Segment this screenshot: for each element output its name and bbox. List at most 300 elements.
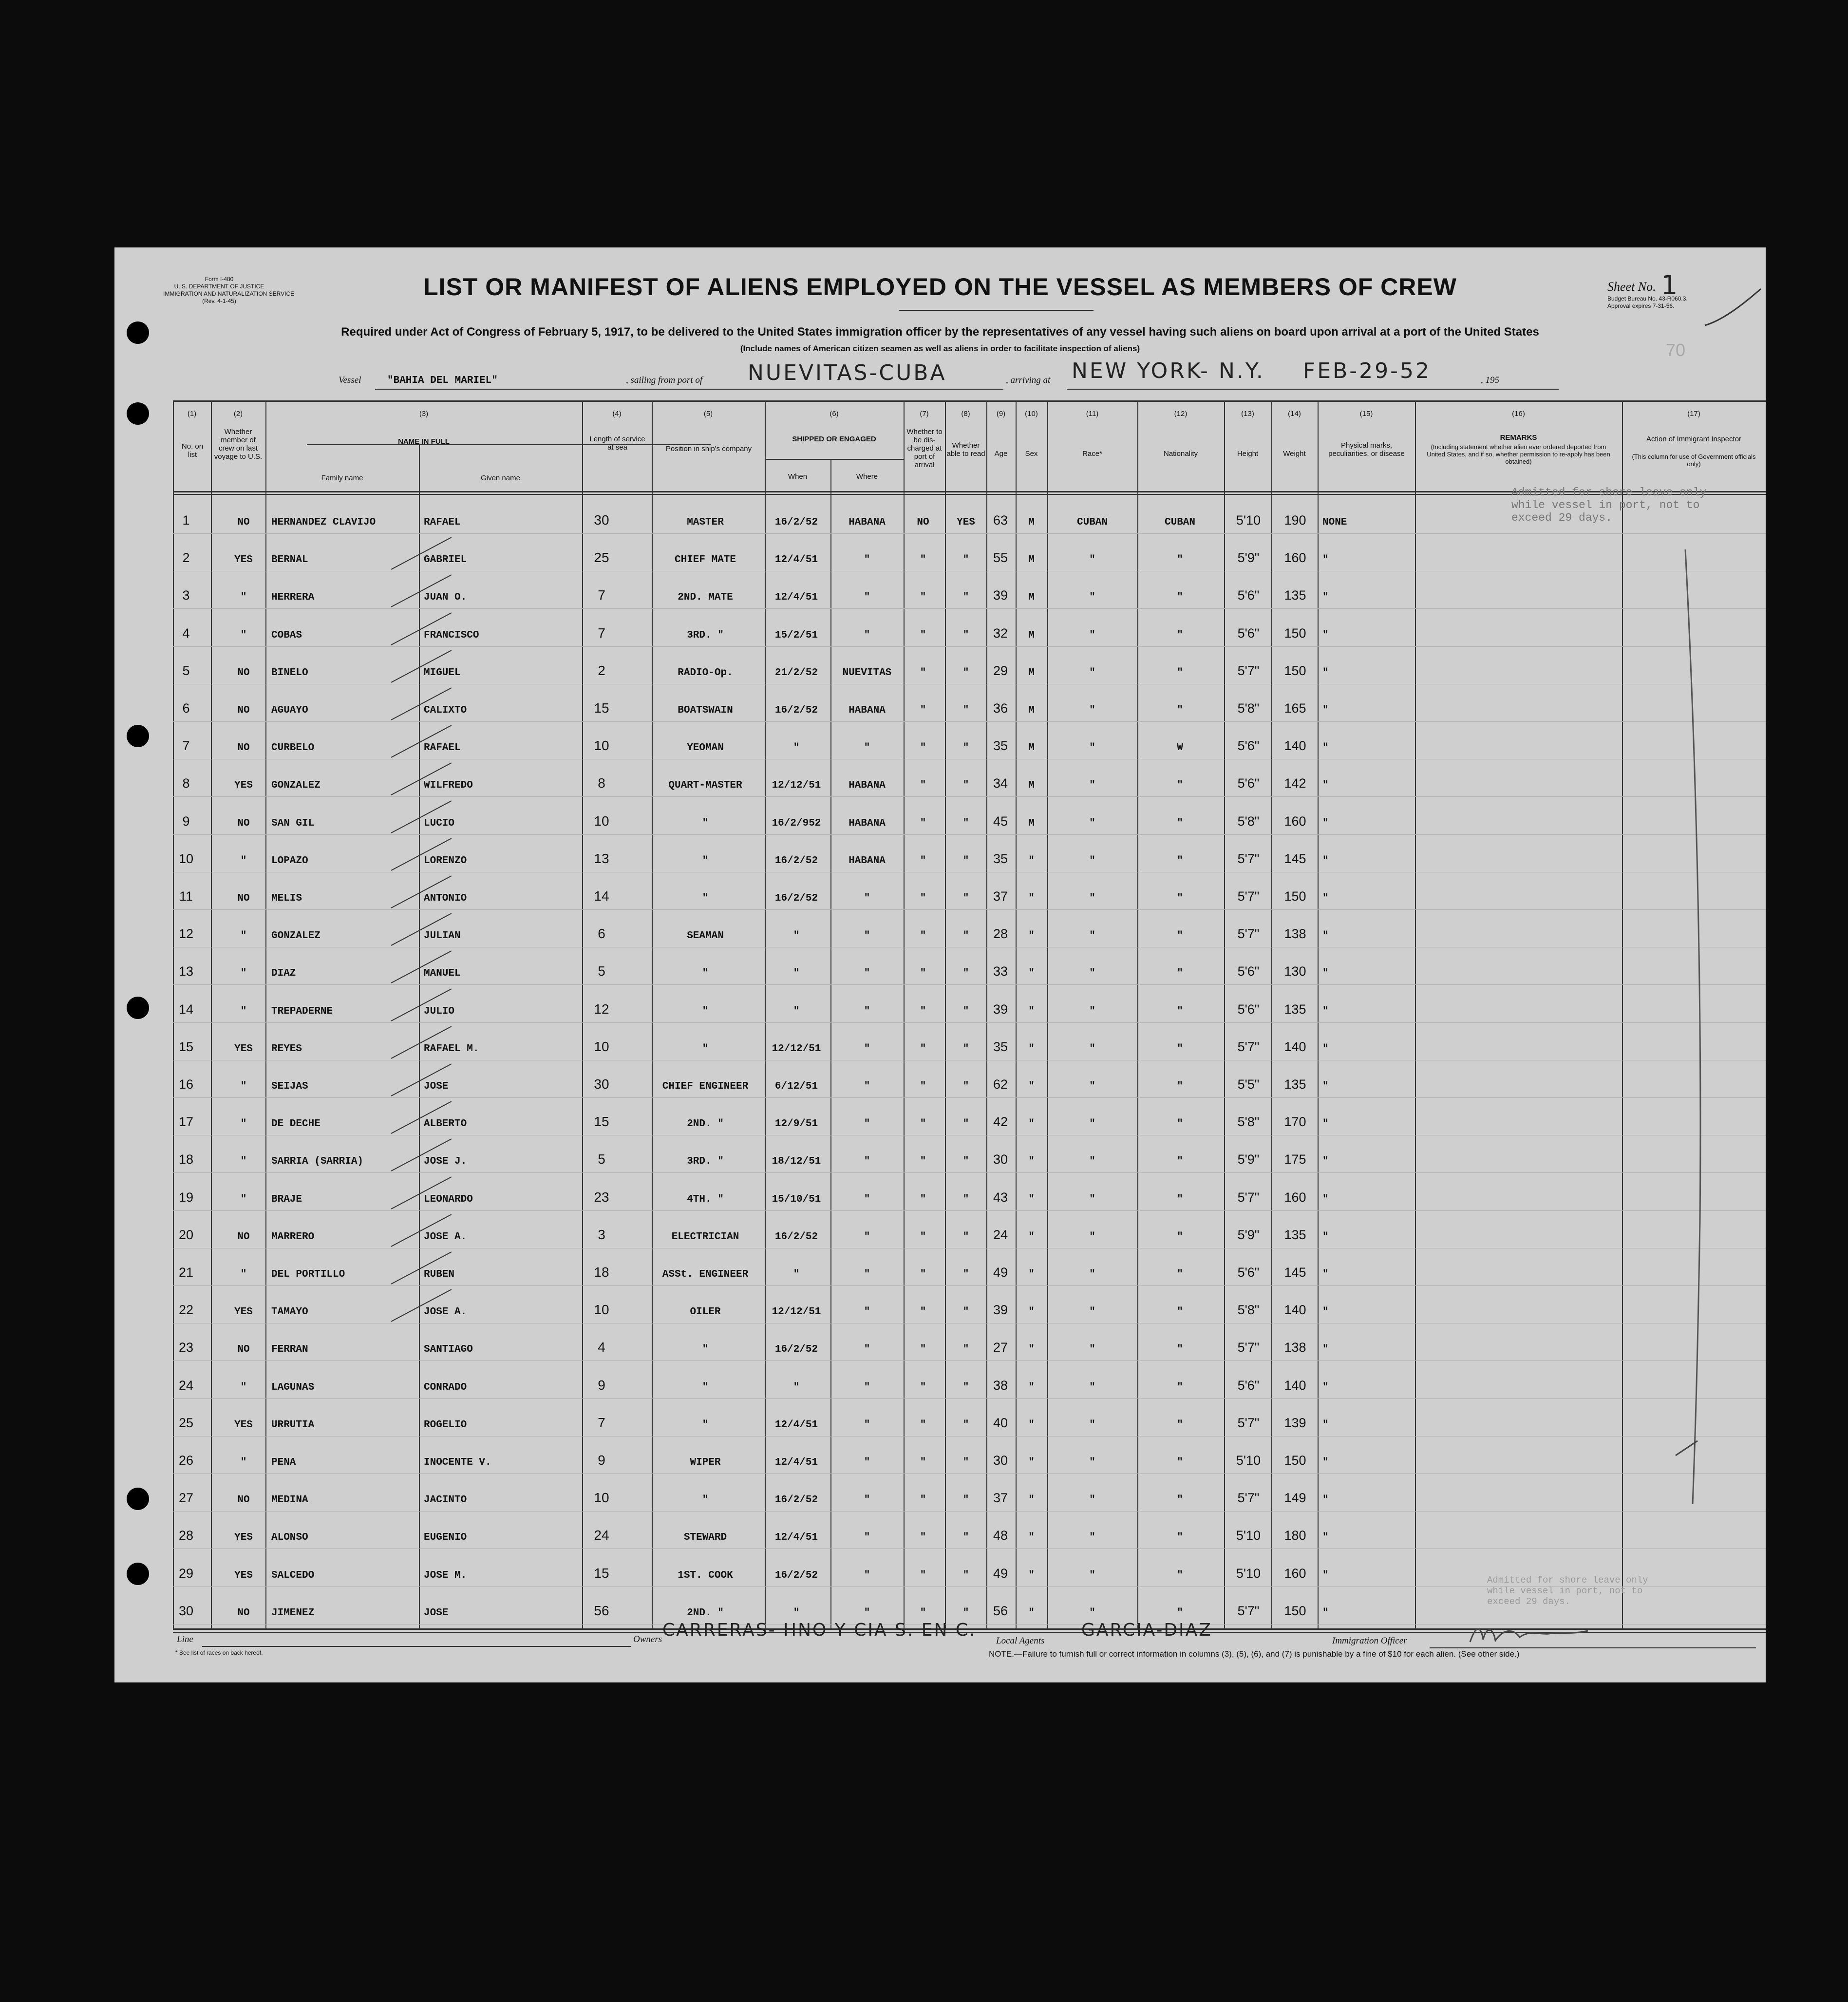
cell-row-number: 25 bbox=[178, 1415, 194, 1430]
cell-weight: 160 bbox=[1284, 550, 1306, 566]
cell-physical-marks: " bbox=[1322, 817, 1329, 829]
page-stamp: 70 bbox=[1666, 340, 1686, 360]
cell-able-to-read: " bbox=[962, 1344, 969, 1356]
cell-weight: 135 bbox=[1284, 1227, 1306, 1242]
cell-weight: 138 bbox=[1284, 1340, 1306, 1355]
cell-given-name: JULIO bbox=[424, 1005, 455, 1017]
cell-age: 33 bbox=[993, 964, 1008, 979]
cell-service-length: 10 bbox=[594, 1490, 609, 1506]
table-top-rule bbox=[173, 400, 1766, 402]
cell-sex: " bbox=[1028, 1156, 1035, 1168]
cell-discharge: " bbox=[920, 1043, 926, 1055]
cell-discharge: " bbox=[920, 705, 926, 716]
cell-physical-marks: " bbox=[1322, 1043, 1329, 1055]
cell-sex: M bbox=[1028, 592, 1035, 604]
cell-age: 42 bbox=[993, 1114, 1008, 1130]
cell-previous-voyage: " bbox=[240, 1381, 247, 1393]
cell-race: " bbox=[1089, 1081, 1095, 1092]
cell-shipped-where: HABANA bbox=[849, 517, 886, 528]
owners-value: CARRERAS- HNO Y CIA S. EN C. bbox=[662, 1620, 977, 1640]
cell-position: STEWARD bbox=[683, 1532, 727, 1544]
cell-discharge: " bbox=[920, 1193, 926, 1205]
races-footnote: * See list of races on back hereof. bbox=[175, 1649, 263, 1656]
cell-discharge: " bbox=[920, 1494, 926, 1506]
cell-race: " bbox=[1089, 1419, 1095, 1431]
cell-family-name: DE DECHE bbox=[271, 1118, 321, 1130]
cell-service-length: 13 bbox=[594, 850, 609, 866]
cell-age: 45 bbox=[993, 813, 1008, 829]
table-row bbox=[114, 1060, 1766, 1098]
cell-discharge: " bbox=[920, 1419, 926, 1431]
cell-able-to-read: " bbox=[962, 705, 969, 716]
cell-service-length: 10 bbox=[594, 813, 609, 829]
sheet-number-label: Sheet No. bbox=[1607, 280, 1656, 294]
cell-physical-marks: " bbox=[1322, 855, 1329, 867]
header-given-name: Given name bbox=[481, 474, 520, 482]
vessel-label: Vessel bbox=[339, 375, 361, 385]
cell-weight: 190 bbox=[1284, 513, 1306, 528]
cell-shipped-where: NUEVITAS bbox=[842, 667, 892, 679]
col-number: (15) bbox=[1359, 410, 1373, 418]
cell-shipped-where: " bbox=[864, 1381, 870, 1393]
cell-shipped-where: " bbox=[864, 893, 870, 904]
page-title: LIST OR MANIFEST OF ALIENS EMPLOYED ON THE VESSEL AS MEMBERS OF CREW bbox=[423, 273, 1457, 301]
cell-previous-voyage: NO bbox=[237, 742, 250, 754]
table-row bbox=[114, 909, 1766, 947]
cell-able-to-read: " bbox=[962, 592, 969, 604]
cell-sex: M bbox=[1028, 554, 1035, 566]
table-row bbox=[114, 797, 1766, 835]
act-statement: Required under Act of Congress of February 5, 1917, to be delivered to the United States immigration officer by the representatives of any vessel having such aliens on board upon arrival at a port of the United States bbox=[341, 325, 1539, 339]
cell-sex: " bbox=[1028, 1457, 1035, 1468]
cell-height: 5'10 bbox=[1236, 1453, 1261, 1468]
cell-nationality: " bbox=[1177, 1306, 1183, 1318]
cell-service-length: 5 bbox=[598, 963, 605, 979]
manifest-sheet bbox=[114, 247, 1766, 1682]
cell-able-to-read: " bbox=[962, 1419, 969, 1431]
cell-shipped-where: " bbox=[864, 1269, 870, 1280]
cell-height: 5'8" bbox=[1237, 1303, 1260, 1318]
from-port-label: , sailing from port of bbox=[626, 375, 703, 385]
header-action-sub: (This column for use of Government officials only) bbox=[1632, 453, 1756, 468]
cell-service-length: 30 bbox=[594, 1077, 609, 1092]
cell-given-name: GABRIEL bbox=[424, 554, 467, 566]
cell-row-number: 10 bbox=[178, 851, 194, 866]
cell-sex: " bbox=[1028, 1081, 1035, 1092]
cell-discharge: " bbox=[920, 629, 926, 641]
cell-race: " bbox=[1089, 780, 1095, 792]
cell-shipped-when: 16/2/52 bbox=[774, 1344, 818, 1356]
cell-position: BOATSWAIN bbox=[678, 705, 733, 716]
table-row bbox=[114, 646, 1766, 684]
cell-race: " bbox=[1089, 1457, 1095, 1468]
cell-position: ASSt. ENGINEER bbox=[662, 1269, 749, 1280]
cell-nationality: " bbox=[1177, 855, 1183, 867]
cell-race: " bbox=[1089, 667, 1095, 679]
cell-physical-marks: " bbox=[1322, 1156, 1329, 1168]
cell-discharge: " bbox=[920, 780, 926, 792]
cell-weight: 139 bbox=[1284, 1415, 1306, 1430]
cell-row-number: 8 bbox=[182, 776, 190, 791]
cell-row-number: 22 bbox=[178, 1303, 194, 1318]
cell-shipped-where: " bbox=[864, 629, 870, 641]
cell-family-name: TAMAYO bbox=[271, 1306, 308, 1318]
cell-service-length: 18 bbox=[594, 1265, 609, 1280]
cell-position: " bbox=[702, 1344, 709, 1356]
cell-sex: M bbox=[1028, 667, 1035, 679]
cell-family-name: MARRERO bbox=[271, 1231, 315, 1243]
cell-age: 43 bbox=[993, 1190, 1008, 1205]
cell-shipped-when: 18/12/51 bbox=[772, 1156, 821, 1168]
cell-able-to-read: YES bbox=[957, 517, 975, 528]
cell-sex: " bbox=[1028, 930, 1035, 942]
vessel-underline bbox=[375, 389, 738, 390]
cell-nationality: " bbox=[1177, 629, 1183, 641]
cell-able-to-read: " bbox=[962, 1569, 969, 1581]
cell-given-name: JOSE bbox=[424, 1081, 449, 1092]
cell-discharge: " bbox=[920, 1231, 926, 1243]
cell-discharge: " bbox=[920, 1344, 926, 1356]
cell-family-name: TREPADERNE bbox=[271, 1005, 333, 1017]
cell-row-number: 9 bbox=[182, 813, 190, 829]
cell-height: 5'7" bbox=[1237, 1340, 1260, 1355]
cell-row-number: 30 bbox=[178, 1603, 194, 1618]
cell-height: 5'8" bbox=[1237, 1114, 1260, 1130]
cell-position: " bbox=[702, 1419, 709, 1431]
cell-weight: 160 bbox=[1284, 1566, 1306, 1581]
cell-sex: " bbox=[1028, 1532, 1035, 1544]
cell-service-length: 8 bbox=[598, 775, 605, 791]
header-nationality: Nationality bbox=[1163, 450, 1198, 458]
cell-height: 5'10 bbox=[1236, 1566, 1261, 1581]
cell-nationality: " bbox=[1177, 592, 1183, 604]
cell-service-length: 15 bbox=[594, 700, 609, 716]
cell-service-length: 6 bbox=[598, 926, 605, 942]
cell-family-name: LAGUNAS bbox=[271, 1381, 315, 1393]
cell-shipped-when: " bbox=[793, 930, 800, 942]
cell-race: " bbox=[1089, 1118, 1095, 1130]
cell-height: 5'5" bbox=[1237, 1077, 1260, 1092]
cell-row-number: 13 bbox=[178, 964, 194, 979]
cell-position: " bbox=[702, 1381, 709, 1393]
cell-height: 5'6" bbox=[1237, 1265, 1260, 1280]
cell-sex: M bbox=[1028, 817, 1035, 829]
table-row bbox=[114, 985, 1766, 1023]
cell-shipped-when: 12/4/51 bbox=[774, 554, 818, 566]
cell-family-name: SALCEDO bbox=[271, 1569, 315, 1581]
cell-able-to-read: " bbox=[962, 1306, 969, 1318]
cell-shipped-where: " bbox=[864, 1419, 870, 1431]
cell-given-name: JOSE J. bbox=[424, 1156, 467, 1168]
col-number: (13) bbox=[1241, 410, 1254, 418]
cell-family-name: AGUAYO bbox=[271, 705, 308, 716]
cell-previous-voyage: YES bbox=[234, 554, 253, 566]
cell-previous-voyage: " bbox=[240, 629, 247, 641]
cell-physical-marks: " bbox=[1322, 629, 1329, 641]
cell-race: " bbox=[1089, 1569, 1095, 1581]
cell-age: 36 bbox=[993, 701, 1008, 716]
cell-age: 37 bbox=[993, 1491, 1008, 1506]
table-row bbox=[114, 1323, 1766, 1361]
cell-previous-voyage: NO bbox=[237, 1607, 250, 1619]
cell-shipped-when: 12/4/51 bbox=[774, 592, 818, 604]
cell-previous-voyage: NO bbox=[237, 817, 250, 829]
cell-service-length: 3 bbox=[598, 1227, 605, 1242]
cell-physical-marks: " bbox=[1322, 1457, 1329, 1468]
cell-nationality: " bbox=[1177, 817, 1183, 829]
cell-discharge: " bbox=[920, 1081, 926, 1092]
cell-discharge: " bbox=[920, 1607, 926, 1619]
table-row bbox=[114, 1361, 1766, 1399]
cell-age: 48 bbox=[993, 1528, 1008, 1543]
cell-service-length: 24 bbox=[594, 1528, 609, 1543]
cell-row-number: 1 bbox=[182, 513, 190, 528]
header-race: Race* bbox=[1082, 450, 1102, 458]
cell-shipped-where: " bbox=[864, 1193, 870, 1205]
cell-previous-voyage: " bbox=[240, 855, 247, 867]
cell-position: YEOMAN bbox=[687, 742, 724, 754]
punch-hole bbox=[127, 402, 149, 425]
cell-sex: " bbox=[1028, 1306, 1035, 1318]
cell-race: " bbox=[1089, 742, 1095, 754]
cell-row-number: 5 bbox=[182, 663, 190, 678]
cell-position: OILER bbox=[690, 1306, 721, 1318]
cell-weight: 140 bbox=[1284, 1303, 1306, 1318]
cell-family-name: BINELO bbox=[271, 667, 308, 679]
cell-position: SEAMAN bbox=[687, 930, 724, 942]
cell-shipped-when: " bbox=[793, 1381, 800, 1393]
cell-given-name: INOCENTE V. bbox=[424, 1457, 491, 1468]
cell-able-to-read: " bbox=[962, 855, 969, 867]
cell-weight: 130 bbox=[1284, 964, 1306, 979]
header-shipped-engaged: SHIPPED OR ENGAGED bbox=[792, 435, 876, 443]
cell-able-to-read: " bbox=[962, 1381, 969, 1393]
cell-family-name: HERRERA bbox=[271, 592, 315, 604]
cell-previous-voyage: " bbox=[240, 592, 247, 604]
cell-physical-marks: " bbox=[1322, 1231, 1329, 1243]
cell-age: 39 bbox=[993, 1001, 1008, 1017]
cell-physical-marks: " bbox=[1322, 1005, 1329, 1017]
cell-race: " bbox=[1089, 1269, 1095, 1280]
cell-row-number: 28 bbox=[178, 1528, 194, 1543]
cell-given-name: CALIXTO bbox=[424, 705, 467, 716]
cell-height: 5'10 bbox=[1236, 1528, 1261, 1543]
cell-position: " bbox=[702, 893, 709, 904]
cell-position: 3RD. " bbox=[687, 629, 724, 641]
cell-race: " bbox=[1089, 705, 1095, 716]
cell-shipped-where: HABANA bbox=[849, 780, 886, 792]
cell-able-to-read: " bbox=[962, 554, 969, 566]
cell-shipped-where: " bbox=[864, 592, 870, 604]
form-id-block bbox=[163, 276, 295, 305]
cell-family-name: SEIJAS bbox=[271, 1081, 308, 1092]
header-remarks: REMARKS bbox=[1500, 434, 1537, 442]
cell-nationality: " bbox=[1177, 1156, 1183, 1168]
cell-discharge: " bbox=[920, 592, 926, 604]
cell-row-number: 2 bbox=[182, 550, 190, 566]
cell-family-name: CURBELO bbox=[271, 742, 315, 754]
cell-family-name: SAN GIL bbox=[271, 817, 315, 829]
cell-height: 5'8" bbox=[1237, 701, 1260, 716]
cell-sex: " bbox=[1028, 1231, 1035, 1243]
cell-discharge: " bbox=[920, 1118, 926, 1130]
col-number: (6) bbox=[830, 410, 839, 418]
cell-shipped-when: 15/10/51 bbox=[772, 1193, 821, 1205]
cell-service-length: 10 bbox=[594, 1302, 609, 1318]
cell-weight: 140 bbox=[1284, 1378, 1306, 1393]
cell-given-name: RAFAEL M. bbox=[424, 1043, 479, 1055]
cell-shipped-when: 12/12/51 bbox=[772, 1306, 821, 1318]
cell-able-to-read: " bbox=[962, 1118, 969, 1130]
cell-service-length: 7 bbox=[598, 587, 605, 603]
header-family-name: Family name bbox=[321, 474, 363, 482]
cell-discharge: " bbox=[920, 554, 926, 566]
col-number: (5) bbox=[703, 410, 713, 418]
cell-race: CUBAN bbox=[1076, 517, 1108, 528]
cell-age: 34 bbox=[993, 776, 1008, 791]
cell-height: 5'7" bbox=[1237, 889, 1260, 904]
cell-shipped-where: " bbox=[864, 968, 870, 980]
officer-signature bbox=[1466, 1620, 1593, 1649]
cell-race: " bbox=[1089, 930, 1095, 942]
cell-previous-voyage: NO bbox=[237, 1231, 250, 1243]
cell-given-name: JACINTO bbox=[424, 1494, 467, 1506]
cell-discharge: " bbox=[920, 1457, 926, 1468]
col-number: (11) bbox=[1086, 410, 1099, 418]
cell-physical-marks: " bbox=[1322, 1532, 1329, 1544]
cell-shipped-when: 6/12/51 bbox=[774, 1081, 818, 1092]
owners-label: Owners bbox=[633, 1634, 662, 1644]
cell-given-name: CONRADO bbox=[424, 1381, 467, 1393]
col-number: (8) bbox=[961, 410, 970, 418]
cell-given-name: WILFREDO bbox=[424, 780, 473, 792]
header-sex: Sex bbox=[1025, 450, 1038, 458]
cell-nationality: " bbox=[1177, 1193, 1183, 1205]
cell-able-to-read: " bbox=[962, 817, 969, 829]
cell-shipped-when: " bbox=[793, 1005, 800, 1017]
cell-weight: 160 bbox=[1284, 813, 1306, 829]
arrival-date: FEB-29-52 bbox=[1303, 359, 1432, 383]
cell-service-length: 12 bbox=[594, 1001, 609, 1017]
cell-height: 5'7" bbox=[1237, 1603, 1260, 1618]
cell-previous-voyage: YES bbox=[234, 780, 253, 792]
cell-shipped-when: 12/4/51 bbox=[774, 1457, 818, 1468]
cell-race: " bbox=[1089, 592, 1095, 604]
cell-service-length: 9 bbox=[598, 1453, 605, 1468]
cell-weight: 142 bbox=[1284, 776, 1306, 791]
cell-family-name: HERNANDEZ CLAVIJO bbox=[271, 517, 376, 528]
cell-service-length: 10 bbox=[594, 1039, 609, 1054]
cell-height: 5'6" bbox=[1237, 738, 1260, 754]
cell-row-number: 19 bbox=[178, 1190, 194, 1205]
cell-race: " bbox=[1089, 855, 1095, 867]
cell-able-to-read: " bbox=[962, 780, 969, 792]
cell-sex: M bbox=[1028, 517, 1035, 528]
cell-shipped-where: " bbox=[864, 1569, 870, 1581]
header-able-to-read: Whether able to read bbox=[946, 441, 985, 458]
cell-previous-voyage: NO bbox=[237, 893, 250, 904]
cell-service-length: 9 bbox=[598, 1377, 605, 1393]
cell-discharge: " bbox=[920, 1005, 926, 1017]
table-row bbox=[114, 1398, 1766, 1436]
col-number: (12) bbox=[1174, 410, 1188, 418]
cell-physical-marks: " bbox=[1322, 667, 1329, 679]
cell-row-number: 15 bbox=[178, 1039, 194, 1054]
from-port-underline bbox=[735, 389, 1003, 390]
cell-weight: 140 bbox=[1284, 1039, 1306, 1054]
arriving-label: , arriving at bbox=[1006, 375, 1051, 385]
cell-shipped-when: 16/2/52 bbox=[774, 705, 818, 716]
cell-discharge: " bbox=[920, 667, 926, 679]
cell-family-name: BERNAL bbox=[271, 554, 308, 566]
cell-height: 5'7" bbox=[1237, 1039, 1260, 1054]
cell-sex: M bbox=[1028, 629, 1035, 641]
cell-sex: " bbox=[1028, 855, 1035, 867]
cell-discharge: " bbox=[920, 817, 926, 829]
cell-age: 29 bbox=[993, 663, 1008, 678]
cell-given-name: ANTONIO bbox=[424, 893, 467, 904]
col-number: (16) bbox=[1512, 410, 1525, 418]
cell-sex: " bbox=[1028, 1005, 1035, 1017]
cell-nationality: " bbox=[1177, 1043, 1183, 1055]
cell-physical-marks: NONE bbox=[1322, 517, 1347, 528]
cell-nationality: " bbox=[1177, 705, 1183, 716]
cell-shipped-where: " bbox=[864, 742, 870, 754]
cell-family-name: ALONSO bbox=[271, 1532, 308, 1544]
cell-shipped-where: " bbox=[864, 1457, 870, 1468]
header-length-of-service: Length of service at sea bbox=[589, 435, 645, 452]
header-action-inspector: Action of Immigrant Inspector bbox=[1646, 435, 1742, 443]
table-row bbox=[114, 609, 1766, 647]
cell-weight: 150 bbox=[1284, 1603, 1306, 1618]
cell-position: " bbox=[702, 1494, 709, 1506]
cell-nationality: " bbox=[1177, 667, 1183, 679]
cell-row-number: 16 bbox=[178, 1077, 194, 1092]
cell-height: 5'7" bbox=[1237, 1415, 1260, 1430]
cell-given-name: SANTIAGO bbox=[424, 1344, 473, 1356]
cell-previous-voyage: " bbox=[240, 930, 247, 942]
cell-race: " bbox=[1089, 629, 1095, 641]
cell-age: 30 bbox=[993, 1152, 1008, 1167]
cell-nationality: " bbox=[1177, 968, 1183, 980]
table-row bbox=[114, 1135, 1766, 1173]
header-discharged: Whether to be dis-charged at port of arrival bbox=[906, 428, 943, 469]
year-label: , 195 bbox=[1481, 375, 1499, 385]
table-row bbox=[114, 533, 1766, 571]
cell-physical-marks: " bbox=[1322, 1118, 1329, 1130]
cell-physical-marks: " bbox=[1322, 1193, 1329, 1205]
cell-race: " bbox=[1089, 1193, 1095, 1205]
cell-sex: " bbox=[1028, 1569, 1035, 1581]
cell-discharge: " bbox=[920, 930, 926, 942]
cell-nationality: " bbox=[1177, 1532, 1183, 1544]
cell-age: 24 bbox=[993, 1227, 1008, 1242]
sheet-number-value: 1 bbox=[1661, 270, 1678, 301]
cell-row-number: 27 bbox=[178, 1491, 194, 1506]
col-number: (14) bbox=[1288, 410, 1301, 418]
service: IMMIGRATION AND NATURALIZATION SERVICE bbox=[163, 290, 295, 297]
cell-weight: 150 bbox=[1284, 889, 1306, 904]
cell-age: 49 bbox=[993, 1265, 1008, 1280]
cell-position: CHIEF ENGINEER bbox=[662, 1081, 749, 1092]
cell-discharge: " bbox=[920, 1569, 926, 1581]
cell-service-length: 10 bbox=[594, 738, 609, 754]
cell-nationality: " bbox=[1177, 1231, 1183, 1243]
cell-race: " bbox=[1089, 817, 1095, 829]
cell-row-number: 14 bbox=[178, 1001, 194, 1017]
cell-race: " bbox=[1089, 893, 1095, 904]
cell-nationality: " bbox=[1177, 893, 1183, 904]
